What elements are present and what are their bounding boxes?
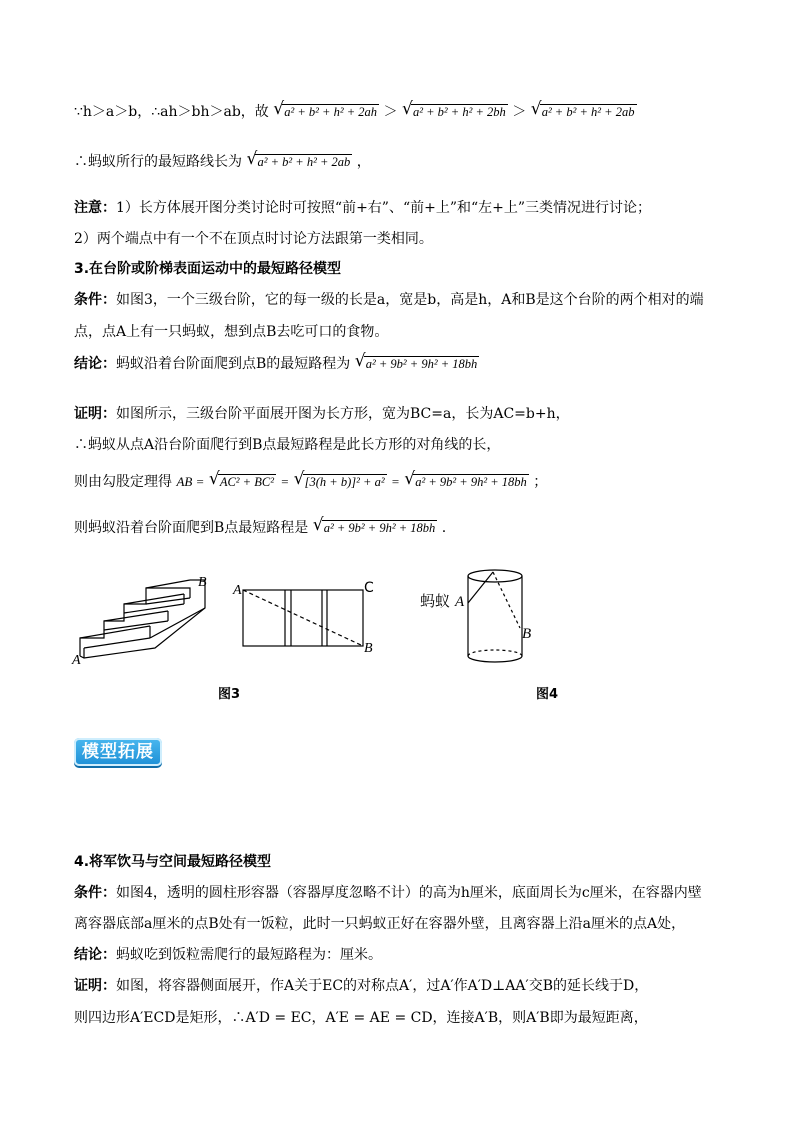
punctuation: ； <box>533 474 548 490</box>
banner-label: 模型拓展 <box>82 742 154 762</box>
conclusion-text: 蚂蚁吃到饭粒需爬行的最短路程为：厘米。 <box>116 947 382 963</box>
condition-text: 离容器底部a厘米的点B处有一饭粒，此时一只蚂蚁正好在容器外壁，且离容器上沿a厘米的点A处， <box>74 916 686 932</box>
condition-heading: 条件： <box>74 885 116 901</box>
condition-line-3 <box>74 883 702 903</box>
rect-label-a: A <box>233 583 242 598</box>
figure-3-caption: 图3 <box>218 687 241 702</box>
pythagorean-line <box>74 469 548 492</box>
sqrt-expression: √ a² + 9b² + 9h² + 18bh <box>312 515 436 535</box>
conclusion-line <box>74 351 479 374</box>
section-heading-3 <box>74 259 341 279</box>
proof-text: 如图所示，三级台阶平面展开图为长方形，宽为BC=a，长为AC=b+h， <box>116 406 570 422</box>
equals-sign: = <box>280 474 290 489</box>
section-title: 4.将军饮马与空间最短路径模型 <box>74 854 272 870</box>
sqrt-expression: √ a² + 9b² + 9h² + 18bh <box>404 469 527 489</box>
conclusion-heading: 结论： <box>74 356 116 372</box>
figures-area <box>0 568 800 708</box>
condition-text: 点，点A上有一只蚂蚁，想到点B去吃可口的食物。 <box>74 324 389 340</box>
note-text: 1）长方体展开图分类讨论时可按照“前+右”、“前+上”和“左+上”三类情况进行讨论； <box>116 200 652 216</box>
cylinder-label-a: A <box>455 594 465 610</box>
sqrt-expression: √ AC² + BC² <box>208 469 274 489</box>
punctuation: ， <box>356 154 371 170</box>
note-text: 2）两个端点中有一个不在顶点时讨论方法跟第一类相同。 <box>74 231 433 247</box>
proof-text: 则蚂蚁沿着台阶面爬到B点最短路程是 <box>74 520 309 536</box>
math-term: AB = <box>176 474 205 489</box>
cylinder-label-b: B <box>522 626 532 642</box>
sqrt-expression: √ [3(h + b)]² + a² <box>293 469 385 489</box>
note-line-1 <box>74 198 651 218</box>
stairs-label-a: A <box>72 653 81 668</box>
proof-line-2 <box>74 435 500 455</box>
condition-line-2 <box>74 322 388 342</box>
gt-symbol: ＞ <box>383 104 398 120</box>
proof-line-3 <box>74 976 648 996</box>
equals-sign: = <box>391 474 400 489</box>
proof-text: 则由勾股定理得 <box>74 474 172 490</box>
sqrt-expression: √ a² + b² + h² + 2bh <box>401 99 506 119</box>
model-extension-banner <box>74 738 162 766</box>
note-heading: 注意： <box>74 200 116 216</box>
sqrt-expression: √ a² + 9b² + 9h² + 18bh <box>354 351 478 371</box>
rect-label-c: C <box>364 580 374 596</box>
section-heading-4 <box>74 852 271 872</box>
condition-text: 如图4，透明的圆柱形容器（容器厚度忽略不计）的高为h厘米，底面周长为c厘米，在容器内壁 <box>116 885 702 901</box>
rect-label-b: B <box>364 641 373 656</box>
figure-4-caption: 图4 <box>536 687 559 702</box>
inequality-line <box>74 99 637 122</box>
note-line-2 <box>74 229 433 249</box>
staircase-figure <box>80 580 205 658</box>
condition-text: 如图3，一个三级台阶，它的每一级的长是a，宽是b，高是h，A和B是这个台阶的两个相对的端 <box>116 292 704 308</box>
proof-text: 则四边形A′ECD是矩形，∴A′D = EC，A′E = AE = CD，连接A′B，则A′B即为最短距离， <box>74 1010 648 1026</box>
proof-line-4 <box>74 1008 648 1028</box>
proof-heading: 证明： <box>74 406 116 422</box>
condition-line-4 <box>74 914 685 934</box>
conclusion-text: 蚂蚁沿着台阶面爬到点B的最短路程为 <box>116 356 351 372</box>
punctuation: . <box>441 520 447 536</box>
sqrt-expression: √ a² + b² + h² + 2ah <box>273 99 378 119</box>
proof-text: 如图，将容器侧面展开，作A关于EC的对称点A′，过A′作A′D⊥AA′交B的延长线于D， <box>116 978 649 994</box>
gt-symbol: ＞ <box>512 104 527 120</box>
section-title: 3.在台阶或阶梯表面运动中的最短路径模型 <box>74 261 342 277</box>
sqrt-expression: √ a² + b² + h² + 2ab <box>530 99 635 119</box>
proof-heading: 证明： <box>74 978 116 994</box>
proof-text: ∴蚂蚁从点A沿台阶面爬行到B点最短路程是此长方形的对角线的长， <box>74 437 501 453</box>
conclusion-heading: 结论： <box>74 947 116 963</box>
condition-line-1 <box>74 290 704 310</box>
shortest-path-line <box>74 149 371 172</box>
unfolded-rectangle <box>243 590 363 646</box>
inequality-prefix: ∵h＞a＞b，∴ah＞bh＞ab，故 <box>74 104 269 120</box>
cylinder-ant-label: 蚂蚁 <box>420 592 451 610</box>
shortest-path-prefix: ∴蚂蚁所行的最短路线长为 <box>74 154 242 170</box>
condition-heading: 条件： <box>74 292 116 308</box>
stairs-label-b: B <box>198 575 207 590</box>
cylinder-figure <box>468 570 522 662</box>
proof-result-line <box>74 515 447 538</box>
proof-line-1 <box>74 404 570 424</box>
sqrt-expression: √ a² + b² + h² + 2ab <box>246 149 351 169</box>
conclusion-line-2 <box>74 945 382 965</box>
